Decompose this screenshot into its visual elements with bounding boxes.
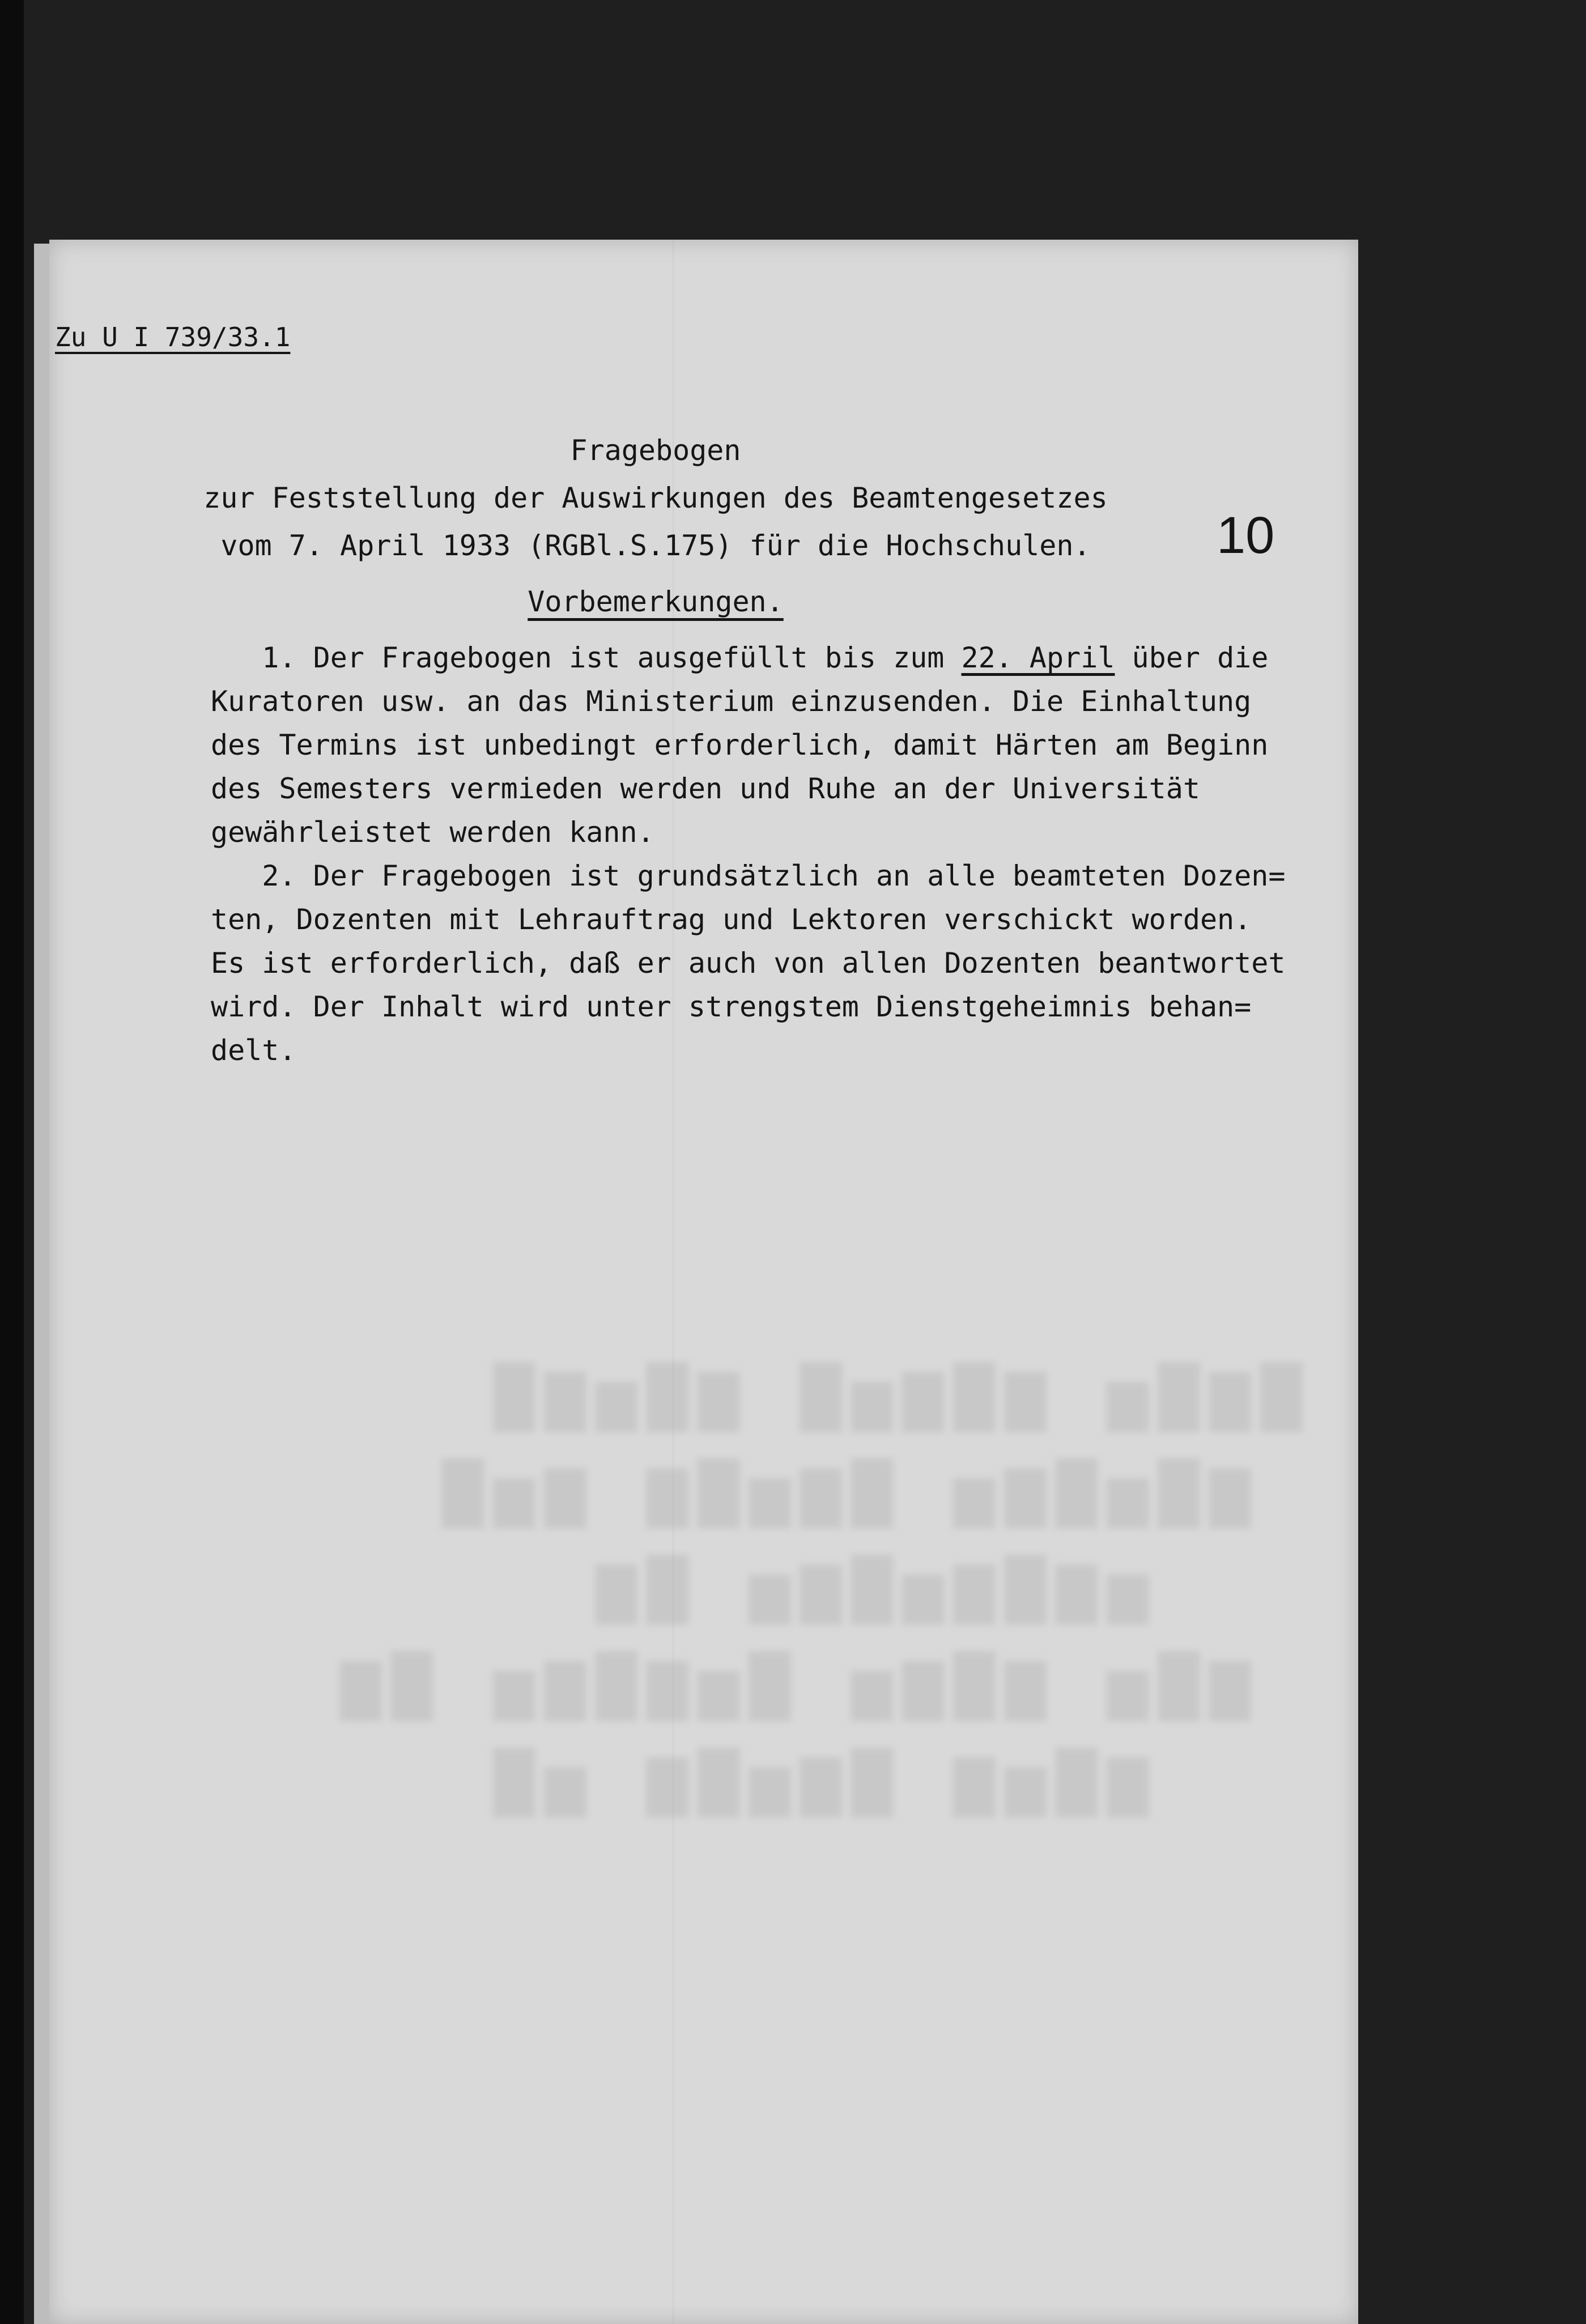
text-span: über die — [1115, 641, 1269, 674]
paragraph-2-line-4: wird. Der Inhalt wird unter strengstem Dienstgeheimnis behan= — [211, 990, 1252, 1023]
scanner-border — [0, 0, 24, 2324]
paragraph-2-line-3: Es ist erforderlich, daß er auch von allen Dozenten beantwortet — [211, 947, 1286, 980]
title-line-2: zur Feststellung der Auswirkungen des Beamtengesetzes — [203, 482, 1108, 514]
folio-number: 10 — [1217, 506, 1275, 564]
paragraph-2-line-2: ten, Dozenten mit Lehrauftrag und Lektoren verschickt worden. — [211, 903, 1252, 936]
title-block — [163, 427, 1149, 569]
paragraph-1-line-4: des Semesters vermieden werden und Ruhe an der Universität — [211, 772, 1200, 805]
page-edge-shadow — [34, 244, 51, 2324]
title-line-3: vom 7. April 1933 (RGBl.S.175) für die Hochschulen. — [220, 529, 1091, 562]
paragraph-1-line-1 — [211, 636, 1344, 680]
paragraph-1-line-3: des Termins ist unbedingt erforderlich, damit Härten am Beginn — [211, 729, 1269, 761]
bleed-through-texture: ▇▆▇▅ ▆▇▆▅▇ ▆▇▅▆▇ ▆▇▅▇▆▅ ▇▆▅▇▆ ▆▅▇ ▅▆▇▆▅▇▆▅ ▇▆ ▆▇▅ ▆▇▆▅ ▇▅▆▇▆▅ ▇▆ ▆▇▅▆ ▇▆▅▇▆ ▅▇ — [330, 1353, 1302, 1817]
paragraph-2-line-1: 2. Der Fragebogen ist grundsätzlich an alle beamteten Dozen= — [211, 859, 1286, 892]
text-span: 1. Der Fragebogen ist ausgefüllt bis zum — [211, 641, 962, 674]
document-page — [49, 240, 1358, 2324]
paragraph-1-line-5: gewährleistet werden kann. — [211, 816, 654, 849]
body-text — [211, 636, 1344, 1072]
section-heading-text: Vorbemerkungen. — [528, 585, 784, 618]
paragraph-1-line-2: Kuratoren usw. an das Ministerium einzusenden. Die Einhaltung — [211, 685, 1252, 718]
title-main: Fragebogen — [570, 434, 741, 467]
section-heading — [163, 585, 1149, 618]
deadline-date: 22. April — [961, 641, 1115, 674]
paragraph-2-line-5: delt. — [211, 1034, 296, 1067]
reference-number: Zu U I 739/33.1 — [55, 322, 291, 352]
